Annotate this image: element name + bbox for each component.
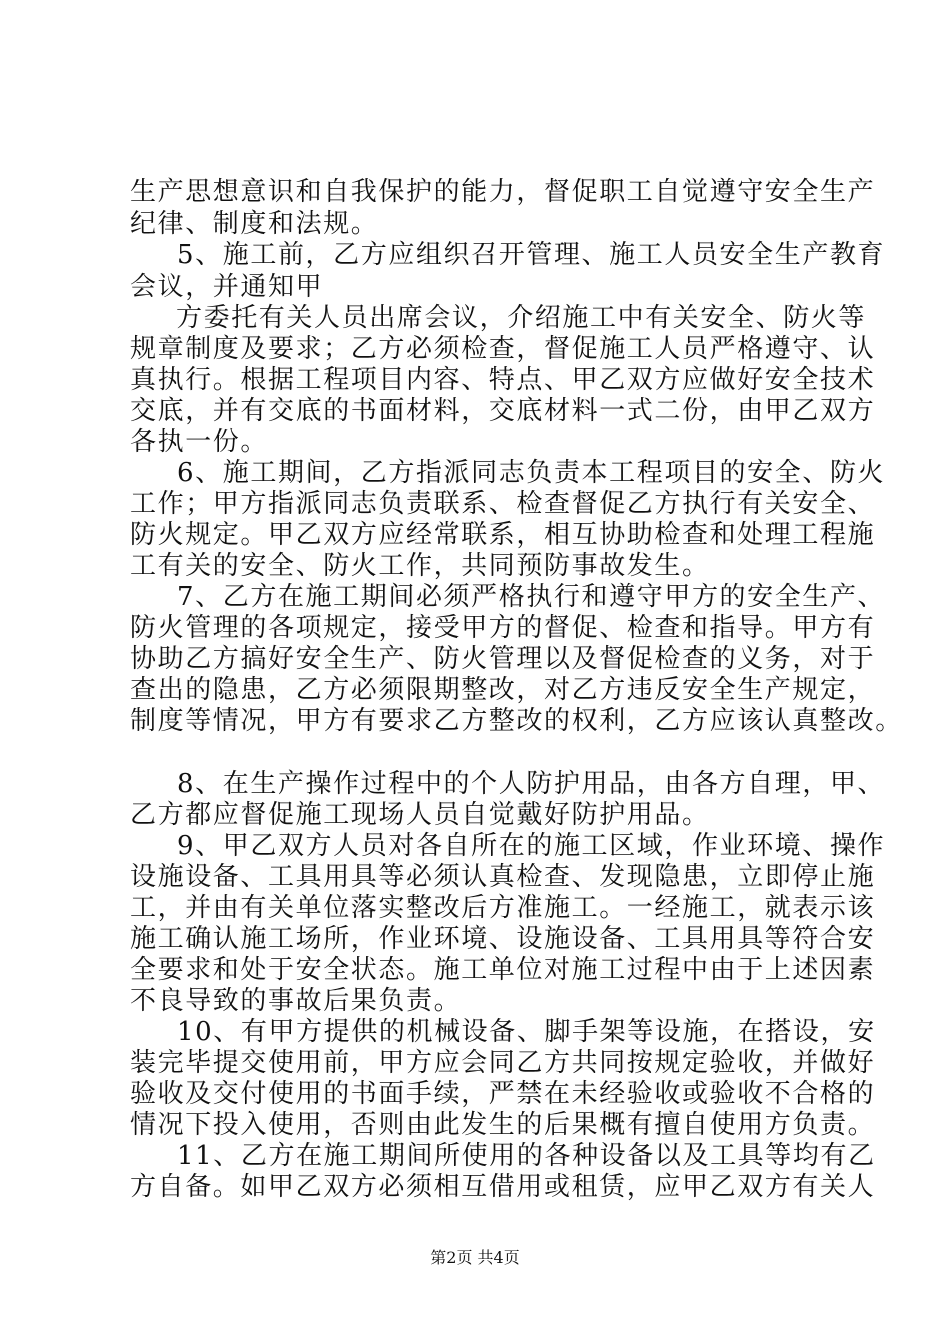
text-line: 乙方都应督促施工现场人员自觉戴好防护用品。 [130,800,710,830]
text-line: 协助乙方搞好安全生产、防火管理以及督促检查的义务，对于 [130,644,876,674]
text-line: 规章制度及要求；乙方必须检查，督促施工人员严格遵守、认 [130,334,876,364]
text-line: 11、乙方在施工期间所使用的各种设备以及工具等均有乙 [177,1141,876,1171]
text-line: 工，并由有关单位落实整改后方准施工。一经施工，就表示该 [130,893,876,923]
text-line: 不良导致的事故后果负责。 [130,986,462,1016]
text-line: 9、甲乙双方人员对各自所在的施工区域，作业环境、操作 [177,831,886,861]
page-footer: 第2页 共4页 [430,1248,520,1267]
text-line: 设施设备、工具用具等必须认真检查、发现隐患，立即停止施 [130,862,876,892]
text-line: 交底，并有交底的书面材料，交底材料一式二份，由甲乙双方 [130,396,876,426]
text-line: 防火规定。甲乙双方应经常联系，相互协助检查和处理工程施 [130,520,876,550]
text-line: 防火管理的各项规定，接受甲方的督促、检查和指导。甲方有 [130,613,876,643]
text-line: 8、在生产操作过程中的个人防护用品，由各方自理，甲、 [177,769,886,799]
text-line: 方委托有关人员出席会议，介绍施工中有关安全、防火等 [176,303,867,333]
text-line: 会议，并通知甲 [130,272,324,302]
text-line: 10、有甲方提供的机械设备、脚手架等设施，在搭设，安 [177,1017,876,1047]
text-line: 7、乙方在施工期间必须严格执行和遵守甲方的安全生产、 [177,582,886,612]
text-line: 5、施工前，乙方应组织召开管理、施工人员安全生产教育 [177,240,886,270]
text-line: 情况下投入使用，否则由此发生的后果概有擅自使用方负责。 [130,1110,876,1140]
text-line: 真执行。根据工程项目内容、特点、甲乙双方应做好安全技术 [130,365,876,395]
text-line: 工有关的安全、防火工作，共同预防事故发生。 [130,551,710,581]
text-line: 生产思想意识和自我保护的能力，督促职工自觉遵守安全生产 [130,177,876,207]
text-line: 全要求和处于安全状态。施工单位对施工过程中由于上述因素 [130,955,876,985]
text-line: 方自备。如甲乙双方必须相互借用或租赁，应甲乙双方有关人 [130,1172,876,1202]
text-line: 施工确认施工场所，作业环境、设施设备、工具用具等符合安 [130,924,876,954]
text-line: 查出的隐患，乙方必须限期整改，对乙方违反安全生产规定， [130,675,876,705]
text-line: 各执一份。 [130,427,269,457]
text-line: 工作；甲方指派同志负责联系、检查督促乙方执行有关安全、 [130,489,876,519]
text-line: 6、施工期间，乙方指派同志负责本工程项目的安全、防火 [177,458,886,488]
text-line: 制度等情况，甲方有要求乙方整改的权利，乙方应该认真整改。 [130,706,903,736]
text-line: 装完毕提交使用前，甲方应会同乙方共同按规定验收，并做好 [130,1048,876,1078]
text-line: 纪律、制度和法规。 [130,209,379,239]
text-line: 验收及交付使用的书面手续，严禁在未经验收或验收不合格的 [130,1079,876,1109]
